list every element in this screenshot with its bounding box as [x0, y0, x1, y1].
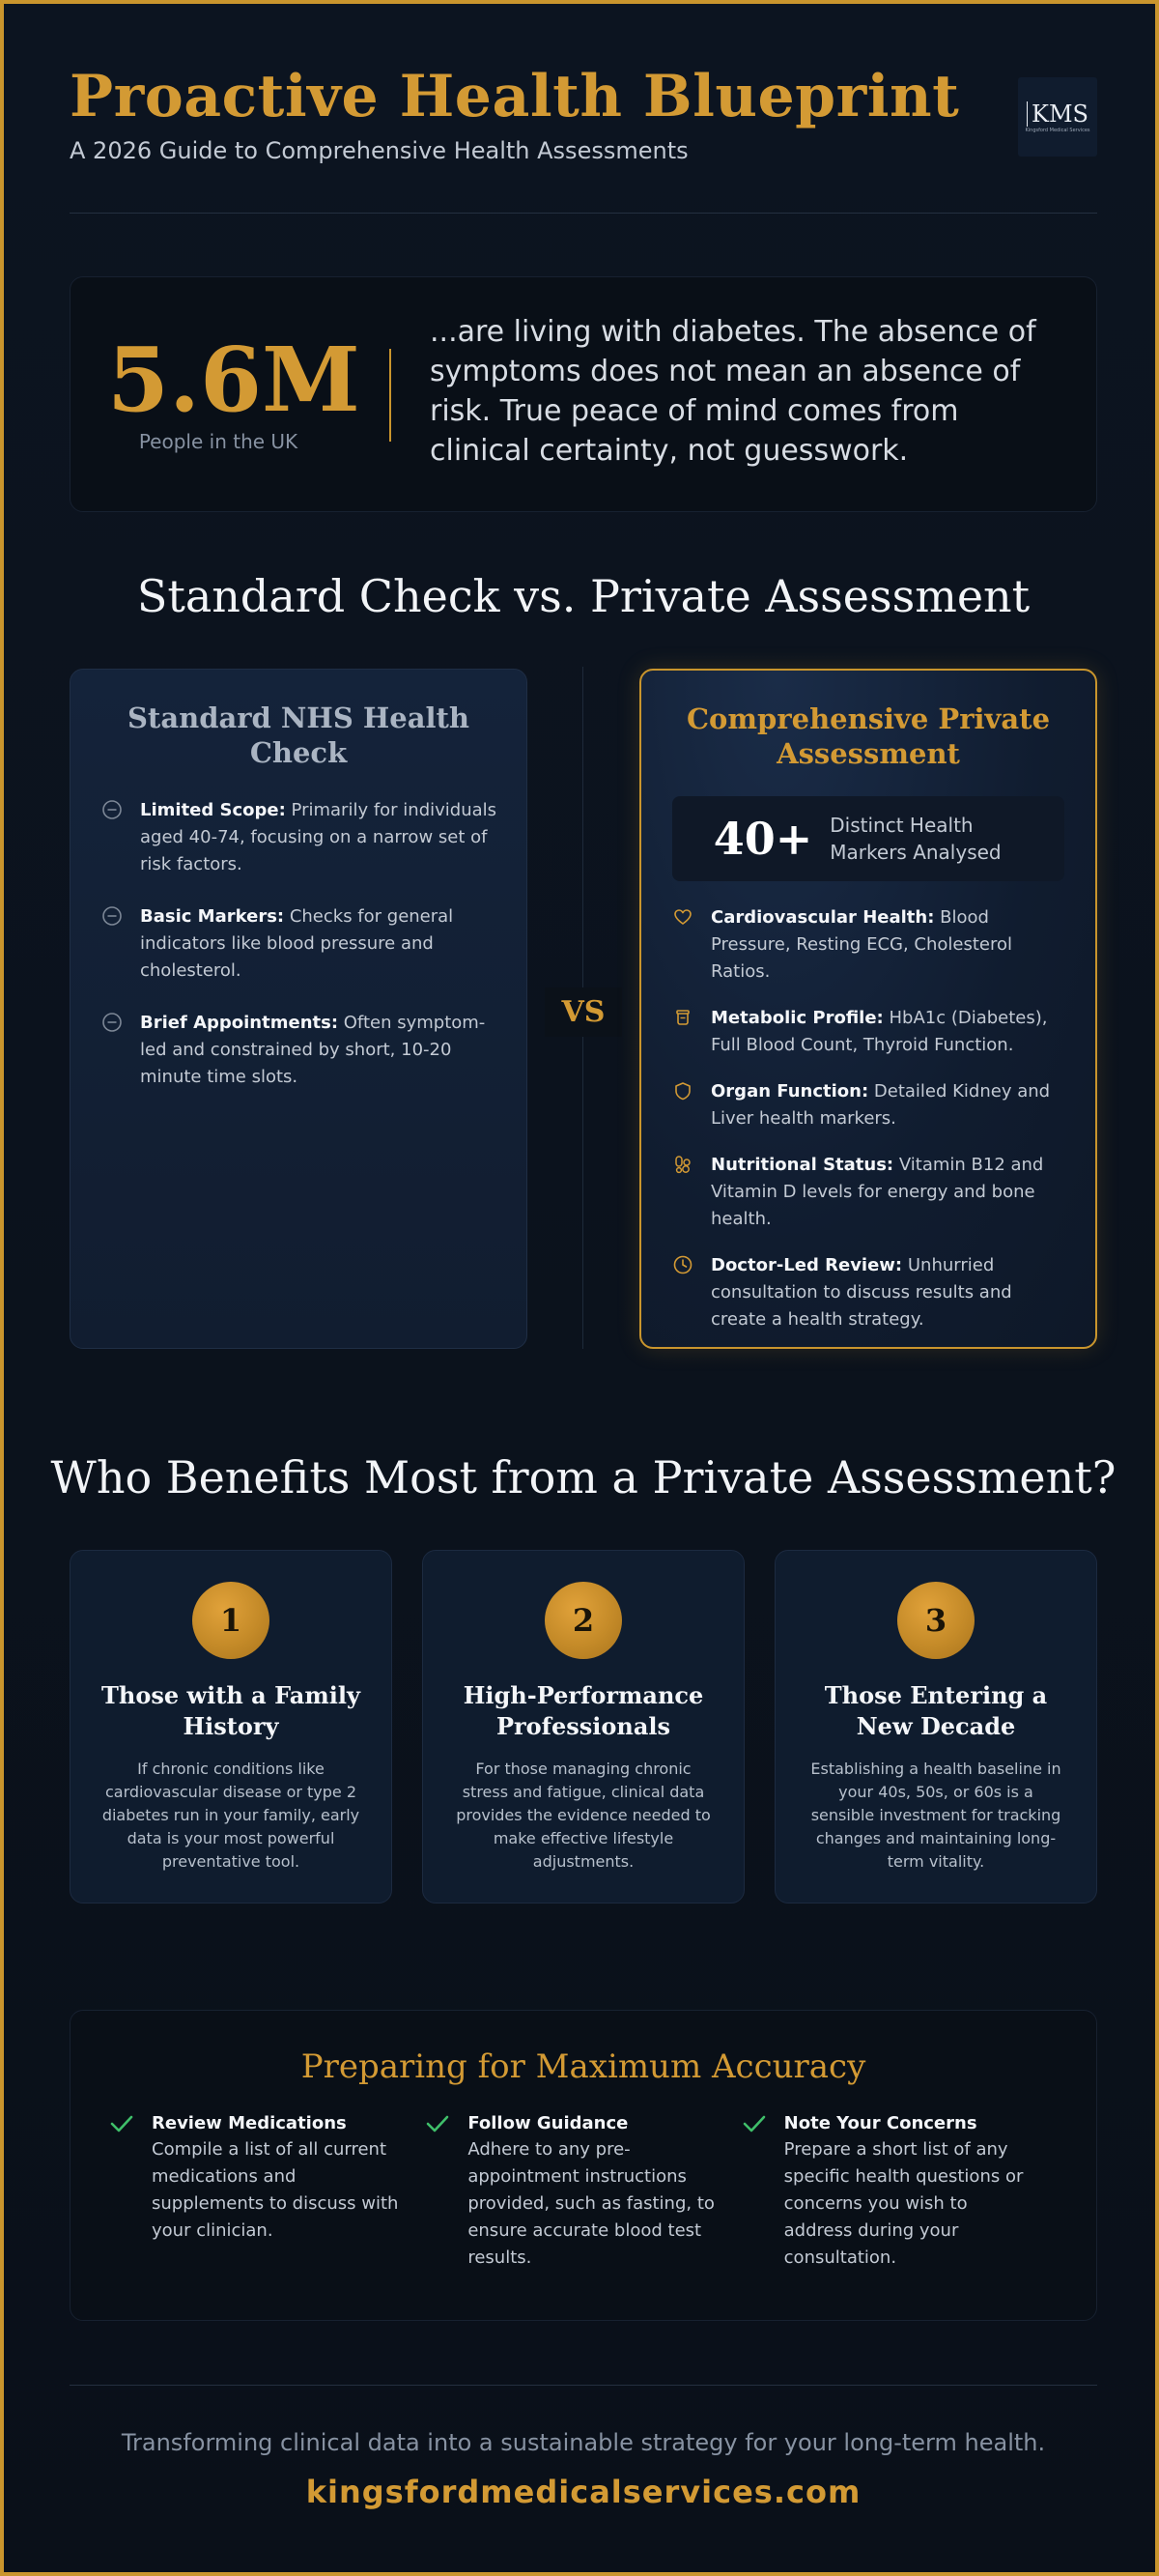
benefit-title: Those with a Family History: [101, 1681, 360, 1740]
benefit-card: [70, 1550, 392, 1903]
list-item: [742, 2111, 1058, 2272]
prep-item-text: Adhere to any pre-appointment instructions provided, such as fasting, to ensure accurate blood test results.: [467, 2139, 715, 2268]
shield-icon: [672, 1080, 693, 1102]
benefit-card: [775, 1550, 1097, 1903]
vs-label: VS: [545, 987, 622, 1037]
private-card-title: Comprehensive Private Assessment: [686, 702, 1051, 770]
private-item-text: Doctor-Led Review: Unhurried consultation to discuss results and create a health strategy.: [711, 1255, 1012, 1330]
prep-item-text: Prepare a short list of any specific health questions or concerns you wish to address during your consultation.: [783, 2139, 1024, 2268]
list-item: [672, 1152, 1066, 1233]
list-item: [672, 1078, 1066, 1132]
prep-item-title: Review Medications: [152, 2113, 347, 2133]
page-title: Proactive Health Blueprint: [70, 63, 960, 130]
nhs-item-text: Limited Scope: Primarily for individuals aged 40-74, focusing on a narrow set of risk factors.: [140, 800, 497, 874]
stat-value: 5.6M: [107, 328, 360, 432]
list-item: [672, 904, 1066, 986]
preparation-card: [70, 2010, 1097, 2321]
prep-item-title: Note Your Concerns: [783, 2113, 977, 2133]
private-feature-list: [641, 904, 1095, 1333]
clock-icon: [672, 1254, 693, 1275]
preparation-heading: Preparing for Maximum Accuracy: [300, 2047, 866, 2086]
benefit-title: High-Performance Professionals: [463, 1681, 704, 1740]
benefit-text: For those managing chronic stress and fatigue, clinical data provides the evidence needed to make effective lifestyle adjustments.: [456, 1760, 711, 1871]
benefit-number: 1: [192, 1582, 269, 1659]
heart-icon: [672, 906, 693, 928]
list-item: [101, 797, 497, 878]
benefit-text: Establishing a health baseline in your 40s, 50s, or 60s is a sensible investment for tracking changes and maintaining long-term vitality.: [810, 1760, 1061, 1871]
list-item: [101, 903, 497, 985]
logo-text: KMS: [1027, 101, 1088, 127]
minus-circle-icon: [101, 1012, 123, 1033]
private-item-text: Cardiovascular Health: Blood Pressure, Resting ECG, Cholesterol Ratios.: [711, 907, 1012, 982]
nhs-feature-list: [71, 797, 526, 1091]
stat-divider: [389, 349, 391, 442]
stat-card: [70, 276, 1097, 512]
markers-badge: [672, 796, 1064, 881]
nhs-item-text: Basic Markers: Checks for general indicators like blood pressure and cholesterol.: [140, 906, 454, 981]
check-icon: [109, 2111, 134, 2136]
benefit-card: [422, 1550, 745, 1903]
private-assessment-card: [639, 669, 1097, 1349]
website-link[interactable]: kingsfordmedicalservices.com: [305, 2474, 862, 2510]
page-subtitle: A 2026 Guide to Comprehensive Health Assessments: [70, 137, 689, 164]
markers-count: 40+: [713, 813, 813, 865]
benefit-number: 3: [897, 1582, 975, 1659]
comparison-heading: Standard Check vs. Private Assessment: [136, 570, 1031, 622]
list-item: [109, 2111, 425, 2272]
benefits-heading: Who Benefits Most from a Private Assessment?: [50, 1451, 1117, 1503]
list-item: [425, 2111, 741, 2272]
pills-icon: [672, 1154, 693, 1175]
footer-tagline: Transforming clinical data into a sustainable strategy for your long-term health.: [121, 2429, 1046, 2456]
private-item-text: Nutritional Status: Vitamin B12 and Vitamin D levels for energy and bone health.: [711, 1155, 1044, 1229]
check-icon: [425, 2111, 450, 2136]
logo-subtext: Kingsford Medical Services: [1025, 127, 1090, 133]
minus-circle-icon: [101, 799, 123, 820]
stat-text: ...are living with diabetes. The absence of symptoms does not mean an absence of risk. True peace of mind comes from clinical certainty, not guesswork.: [430, 315, 1036, 468]
footer-divider: [70, 2385, 1097, 2386]
private-item-text: Metabolic Profile: HbA1c (Diabetes), Full Blood Count, Thyroid Function.: [711, 1008, 1048, 1055]
list-item: [672, 1252, 1066, 1333]
benefit-number: 2: [545, 1582, 622, 1659]
check-icon: [742, 2111, 767, 2136]
list-item: [101, 1010, 497, 1091]
header-divider: [70, 213, 1097, 214]
markers-label: Distinct Health Markers Analysed: [830, 814, 1002, 864]
private-item-text: Organ Function: Detailed Kidney and Liver health markers.: [711, 1081, 1051, 1129]
nhs-card-title: Standard NHS Health Check: [127, 701, 470, 769]
benefit-text: If chronic conditions like cardiovascular disease or type 2 diabetes run in your family, early data is your most powerful preventative tool.: [101, 1760, 360, 1871]
kms-logo: [1018, 77, 1097, 157]
nhs-item-text: Brief Appointments: Often symptom-led and constrained by short, 10-20 minute time slots.: [140, 1013, 486, 1087]
flask-icon: [672, 1007, 693, 1028]
prep-item-text: Compile a list of all current medications and supplements to discuss with your clinician.: [152, 2139, 399, 2241]
nhs-check-card: [70, 669, 527, 1349]
list-item: [672, 1005, 1066, 1059]
prep-item-title: Follow Guidance: [467, 2113, 629, 2133]
stat-label: People in the UK: [138, 430, 298, 453]
header: [70, 62, 1097, 213]
minus-circle-icon: [101, 905, 123, 927]
preparation-list: [71, 2111, 1096, 2272]
benefit-title: Those Entering a New Decade: [824, 1681, 1048, 1740]
